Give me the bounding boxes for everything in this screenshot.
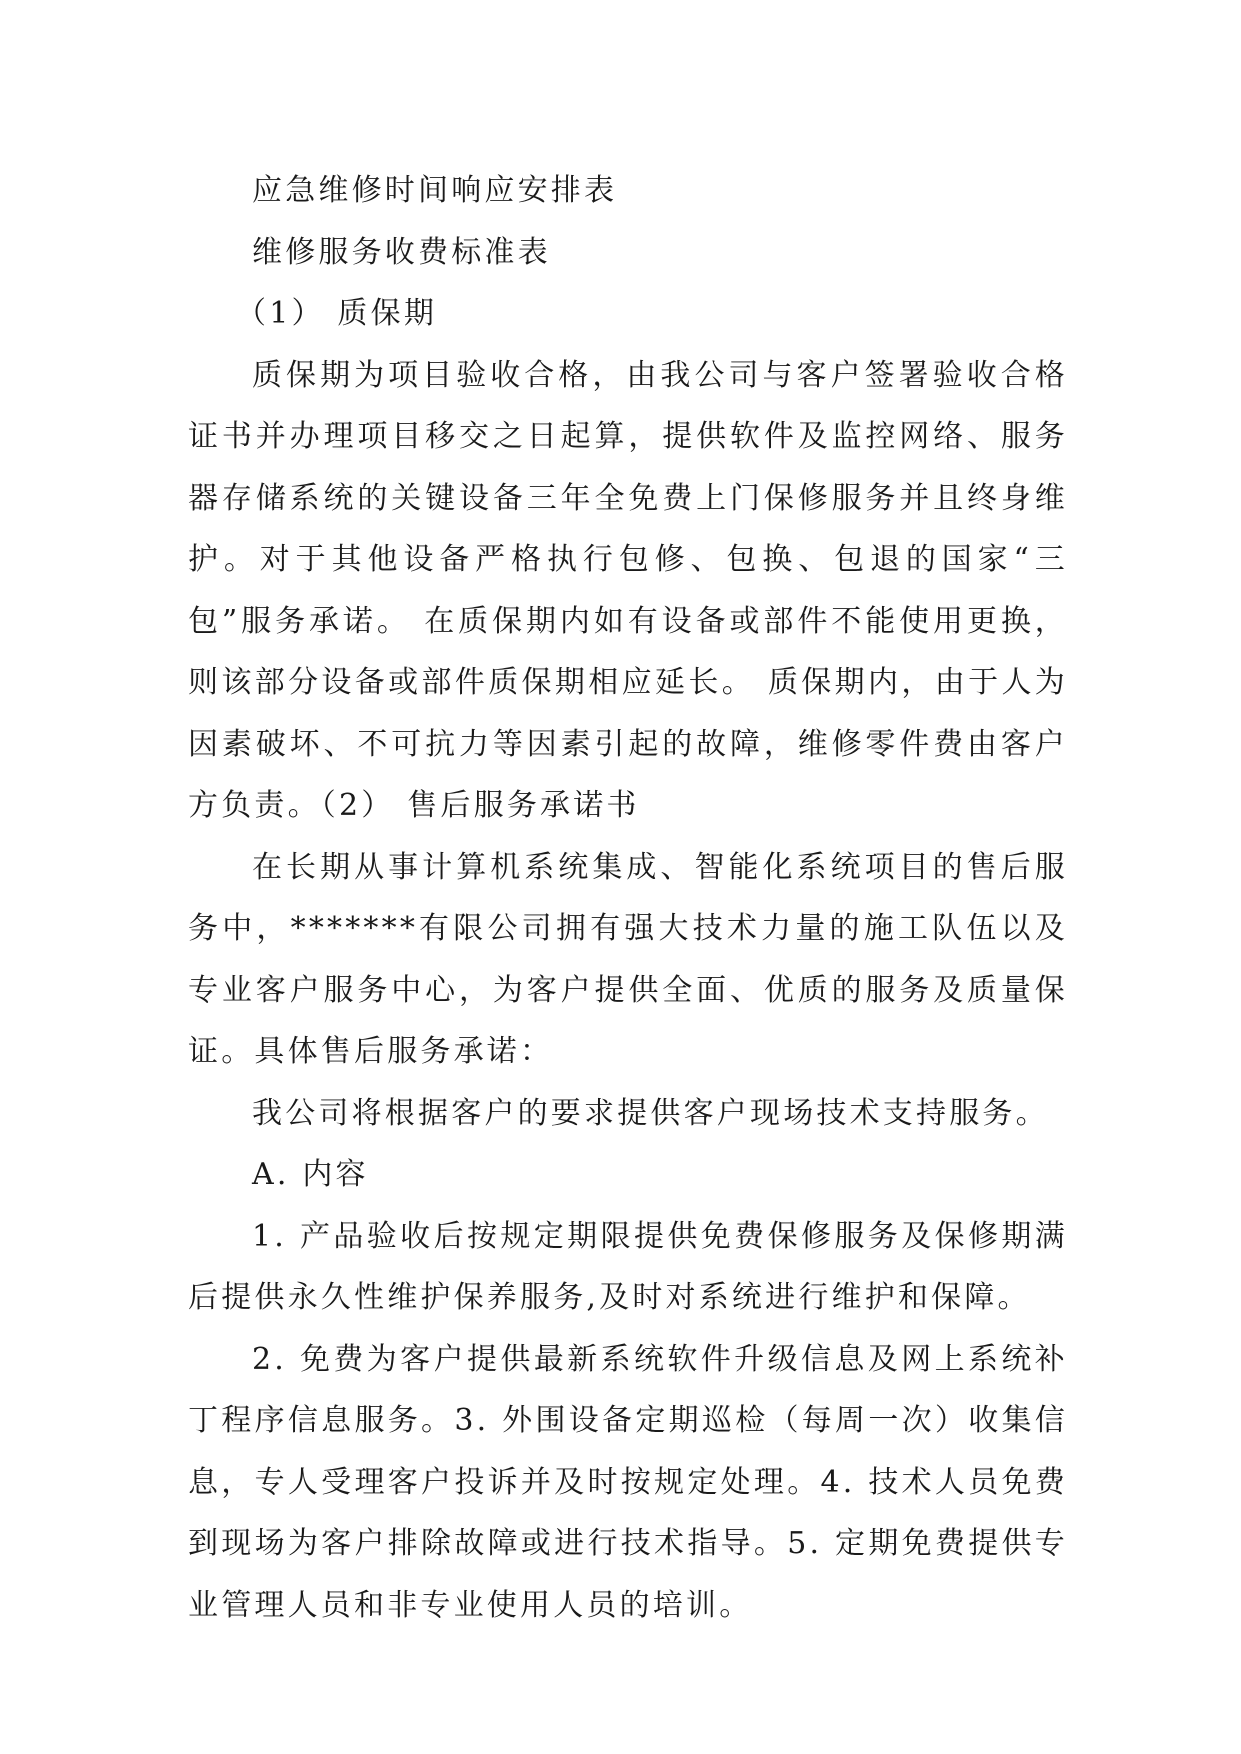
paragraph-after-sales: 在长期从事计算机系统集成、智能化系统项目的售后服务中，*******有限公司拥有强大技术力量的施工队伍以及专业客户服务中心，为客户提供全面、优质的服务及质量保证。具体售后服务承诺： (188, 849, 1068, 1069)
list-item-2-5: 2. 免费为客户提供最新系统软件升级信息及网上系统补丁程序信息服务。3. 外围设备定期巡检（每周一次）收集信息，专人受理客户投诉并及时按规定处理。4. 技术人员免费到现场为客户排除故障或进行技术指导。5. 定期免费提供专业管理人员和非专业使用人员的培训。 (188, 1341, 1068, 1623)
document-body (188, 160, 1068, 1636)
paragraph-onsite-support: 我公司将根据客户的要求提供客户现场技术支持服务。 (252, 1095, 1049, 1131)
list-item-1: 1. 产品验收后按规定期限提供免费保修服务及保修期满后提供永久性维护保养服务,及时对系统进行维护和保障。 (188, 1218, 1068, 1315)
paragraph-warranty: 质保期为项目验收合格，由我公司与客户签署验收合格证书并办理项目移交之日起算，提供软件及监控网络、服务器存储系统的关键设备三年全免费上门保修服务并且终身维护。对于其他设备严格执行包修、包换、包退的国家“三包”服务承诺。 在质保期内如有设备或部件不能使用更换，则该部分设备或部件质保期相应延长。 质保期内，由于人为因素破坏、不可抗力等因素引起的故障，维修零件费由客户方负责。（2） 售后服务承诺书 (188, 357, 1068, 823)
heading-emergency-schedule: 应急维修时间响应安排表 (252, 173, 618, 208)
heading-fee-standard: 维修服务收费标准表 (252, 234, 551, 270)
section-heading-content: A. 内容 (252, 1157, 369, 1192)
section-heading-warranty: （1） 质保期 (236, 296, 438, 331)
